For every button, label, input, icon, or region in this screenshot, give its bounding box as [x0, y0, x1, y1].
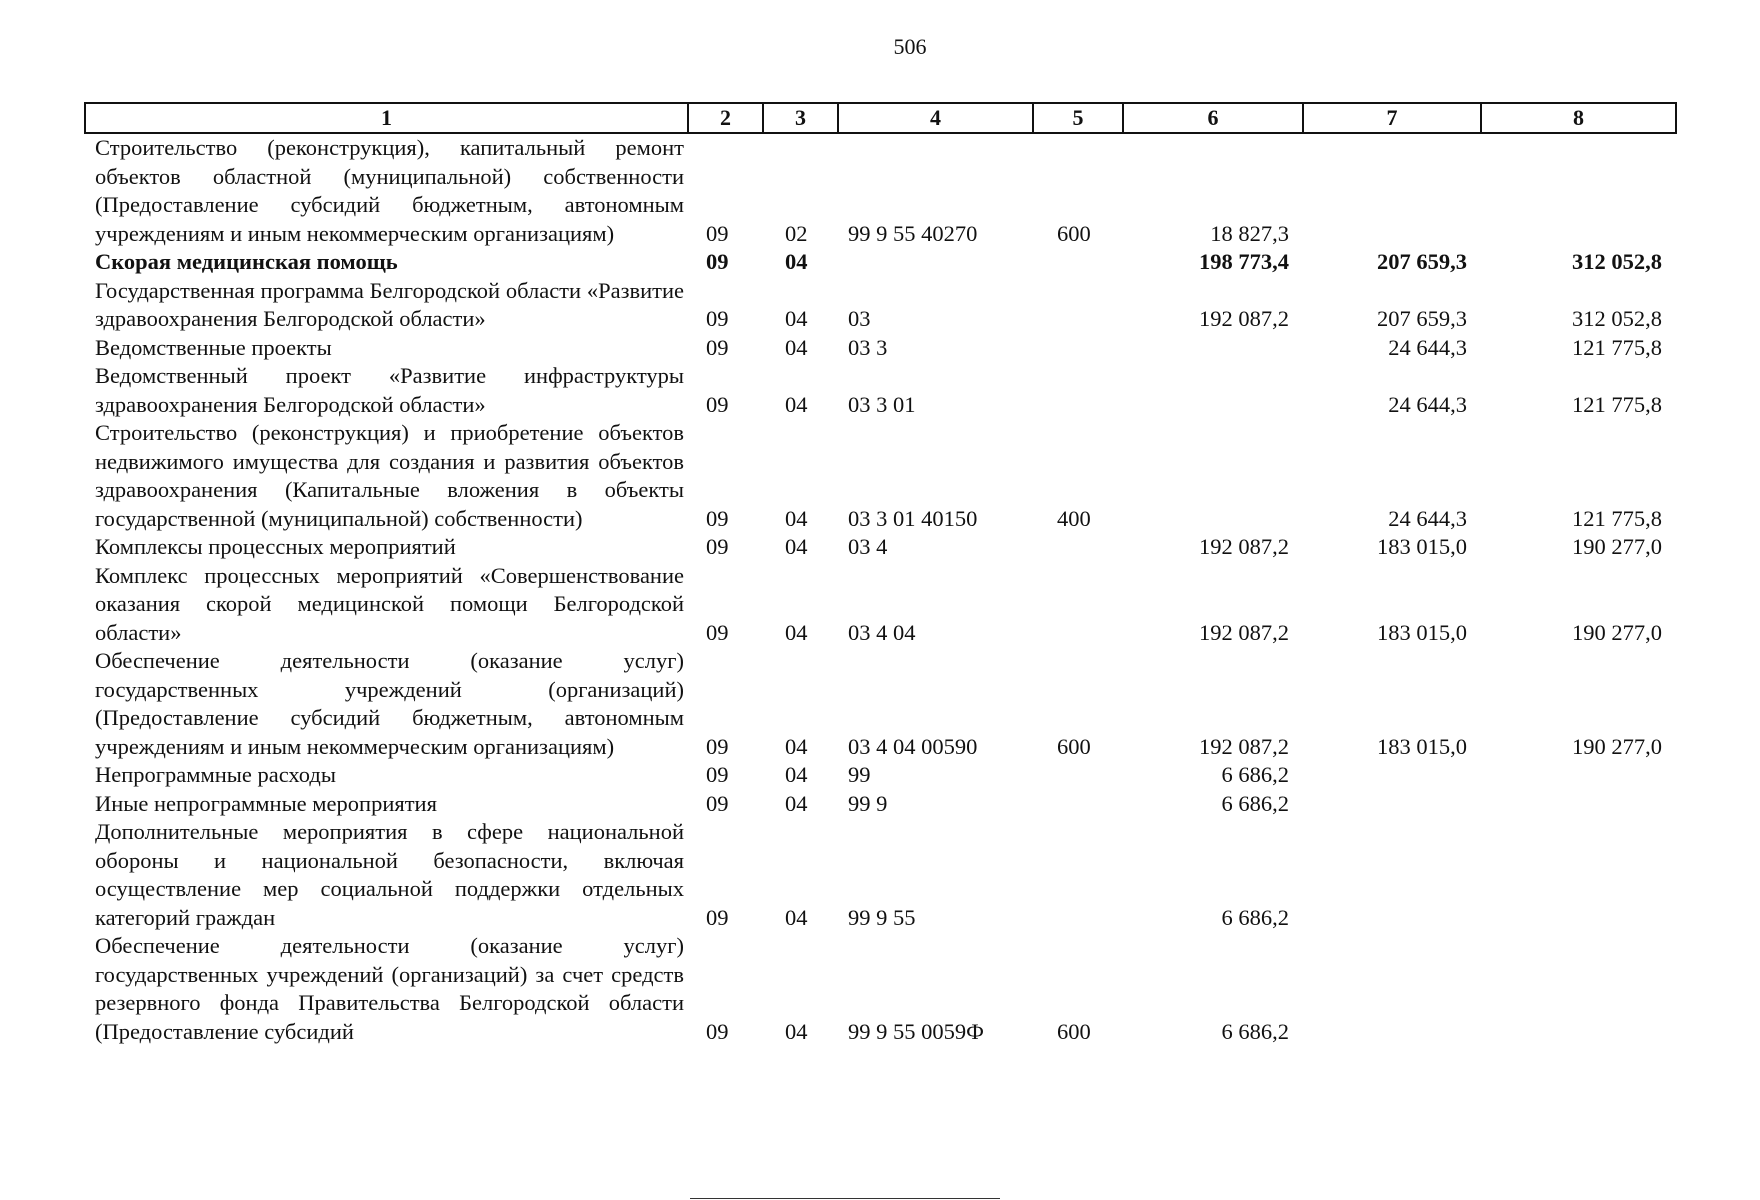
row-expense-type: [1033, 362, 1123, 419]
row-subsection-code: 04: [785, 505, 808, 531]
row-subsection-code: 02: [785, 220, 808, 246]
row-amount-1: 192 087,2: [1199, 733, 1289, 759]
row-expense-type: 600: [1057, 733, 1091, 759]
column-header-name: 1: [85, 103, 688, 133]
row-name: Скорая медицинская помощь: [95, 249, 398, 274]
row-amount-2: [1303, 761, 1481, 790]
row-name: Непрограммные расходы: [95, 762, 336, 787]
row-amount-1: [1123, 334, 1303, 363]
row-section-code: 09: [706, 505, 729, 531]
row-section-code: 09: [706, 762, 729, 787]
row-target-article: 99 9: [848, 790, 888, 816]
row-amount-3: [1481, 790, 1676, 819]
row-name: Ведомственный проект «Развитие инфраструктуры здравоохранения Белгородской области»: [95, 363, 684, 417]
row-section-code: 09: [706, 220, 729, 246]
row-amount-1: 192 087,2: [1199, 306, 1289, 331]
row-section-code: 09: [706, 904, 729, 930]
row-expense-type: [1033, 248, 1123, 277]
page-number: 506: [893, 34, 927, 59]
row-name: Обеспечение деятельности (оказание услуг) государственных учреждений (организаций) за счет средств резервного фонда Правительства Белгородской области (Предоставление субсидий: [95, 933, 684, 1044]
budget-table: [84, 102, 1677, 1046]
row-subsection-code: 04: [785, 534, 808, 559]
row-amount-2: [1303, 932, 1481, 1046]
table-row: [85, 790, 1676, 819]
row-target-article: 99: [848, 762, 871, 787]
row-amount-3: 121 775,8: [1572, 334, 1662, 360]
row-amount-3: 190 277,0: [1572, 619, 1662, 645]
footer-divider: [690, 1198, 1000, 1199]
row-amount-3: [1481, 932, 1676, 1046]
row-amount-1: 192 087,2: [1199, 534, 1289, 559]
row-subsection-code: 04: [785, 733, 808, 759]
row-section-code: 09: [706, 1018, 729, 1044]
row-amount-3: 312 052,8: [1572, 249, 1662, 274]
row-amount-2: 207 659,3: [1377, 306, 1467, 331]
row-subsection-code: 04: [785, 790, 808, 816]
row-name: Строительство (реконструкция) и приобретение объектов недвижимого имущества для создания и развития объектов здравоохранения (Капитальные вложения в объекты государственной (муниципальной) собственности): [95, 420, 684, 531]
column-header-section: 2: [688, 103, 763, 133]
row-amount-3: [1481, 818, 1676, 932]
row-target-article: 99 9 55 0059Ф: [848, 1018, 984, 1044]
row-amount-1: [1123, 419, 1303, 533]
column-header-subsection: 3: [763, 103, 838, 133]
table-row: [85, 277, 1676, 334]
table-row: [85, 362, 1676, 419]
row-amount-3: [1481, 133, 1676, 248]
row-name: Строительство (реконструкция), капитальный ремонт объектов областной (муниципальной) собственности (Предоставление субсидий бюджетным, автономным учреждениям и иным некоммерческим организациям): [95, 135, 684, 246]
table-body: [85, 133, 1676, 1046]
table-row: [85, 334, 1676, 363]
row-amount-1: 6 686,2: [1221, 762, 1289, 787]
row-amount-1: 18 827,3: [1210, 220, 1289, 246]
row-name: Комплекс процессных мероприятий «Совершенствование оказания скорой медицинской помощи Белгородской области»: [95, 562, 684, 645]
row-section-code: 09: [706, 391, 729, 417]
row-expense-type: 400: [1057, 505, 1091, 531]
row-amount-2: [1303, 818, 1481, 932]
row-amount-2: 24 644,3: [1388, 391, 1467, 417]
row-name: Обеспечение деятельности (оказание услуг) государственных учреждений (организаций) (Предоставление субсидий бюджетным, автономным учреждениям и иным некоммерческим организациям): [95, 648, 684, 759]
table-row: [85, 932, 1676, 1046]
row-amount-1: [1123, 362, 1303, 419]
row-target-article: [838, 248, 1033, 277]
row-name: Иные непрограммные мероприятия: [95, 790, 437, 816]
row-amount-1: 192 087,2: [1199, 619, 1289, 645]
row-section-code: 09: [706, 306, 729, 331]
row-target-article: 03 4: [848, 534, 888, 559]
row-amount-2: 183 015,0: [1377, 733, 1467, 759]
column-header-amount-3: 8: [1481, 103, 1676, 133]
table-row: [85, 761, 1676, 790]
row-amount-2: 207 659,3: [1377, 249, 1467, 274]
row-target-article: 03 4 04 00590: [848, 733, 978, 759]
row-target-article: 03 3 01 40150: [848, 505, 978, 531]
row-subsection-code: 04: [785, 391, 808, 417]
row-amount-2: 24 644,3: [1388, 334, 1467, 360]
row-amount-2: [1303, 133, 1481, 248]
row-amount-3: 121 775,8: [1572, 391, 1662, 417]
row-amount-3: 121 775,8: [1572, 505, 1662, 531]
row-amount-1: 198 773,4: [1199, 249, 1289, 274]
table-row: [85, 818, 1676, 932]
column-header-amount-1: 6: [1123, 103, 1303, 133]
row-target-article: 03: [848, 306, 871, 331]
row-amount-1: 6 686,2: [1221, 1018, 1289, 1044]
table-row: [85, 562, 1676, 648]
row-subsection-code: 04: [785, 762, 808, 787]
row-subsection-code: 04: [785, 306, 808, 331]
row-subsection-code: 04: [785, 904, 808, 930]
column-header-expense-type: 5: [1033, 103, 1123, 133]
table-row: [85, 133, 1676, 248]
row-expense-type: [1033, 790, 1123, 819]
table-row: [85, 533, 1676, 562]
row-amount-3: 190 277,0: [1572, 733, 1662, 759]
row-target-article: 99 9 55 40270: [848, 220, 978, 246]
row-target-article: 99 9 55: [848, 904, 916, 930]
row-target-article: 03 3 01: [848, 391, 916, 417]
row-expense-type: [1033, 533, 1123, 562]
row-amount-1: 6 686,2: [1221, 790, 1289, 816]
row-amount-1: 6 686,2: [1221, 904, 1289, 930]
row-amount-3: [1481, 761, 1676, 790]
row-section-code: 09: [706, 619, 729, 645]
row-subsection-code: 04: [785, 1018, 808, 1044]
column-header-amount-2: 7: [1303, 103, 1481, 133]
row-expense-type: 600: [1057, 220, 1091, 246]
table-row: [85, 419, 1676, 533]
row-expense-type: [1033, 818, 1123, 932]
row-name: Государственная программа Белгородской области «Развитие здравоохранения Белгородской области»: [95, 277, 684, 331]
header-row: [85, 103, 1676, 133]
table-row: [85, 248, 1676, 277]
row-section-code: 09: [706, 249, 729, 274]
row-amount-2: [1303, 790, 1481, 819]
row-amount-2: 24 644,3: [1388, 505, 1467, 531]
row-subsection-code: 04: [785, 249, 808, 274]
row-section-code: 09: [706, 790, 729, 816]
row-amount-2: 183 015,0: [1377, 619, 1467, 645]
column-header-target-article: 4: [838, 103, 1033, 133]
row-subsection-code: 04: [785, 619, 808, 645]
row-section-code: 09: [706, 733, 729, 759]
row-section-code: 09: [706, 534, 729, 559]
row-name: Ведомственные проекты: [95, 334, 332, 360]
row-amount-3: 312 052,8: [1572, 306, 1662, 331]
row-expense-type: [1033, 761, 1123, 790]
row-name: Комплексы процессных мероприятий: [95, 534, 456, 559]
row-target-article: 03 3: [848, 334, 888, 360]
row-name: Дополнительные мероприятия в сфере национальной обороны и национальной безопасности, включая осуществление мер социальной поддержки отдельных категорий граждан: [95, 819, 684, 930]
row-amount-3: 190 277,0: [1572, 534, 1662, 559]
row-expense-type: 600: [1057, 1018, 1091, 1044]
row-expense-type: [1033, 562, 1123, 648]
row-expense-type: [1033, 334, 1123, 363]
row-subsection-code: 04: [785, 334, 808, 360]
table-row: [85, 647, 1676, 761]
row-expense-type: [1033, 277, 1123, 334]
row-section-code: 09: [706, 334, 729, 360]
row-amount-2: 183 015,0: [1377, 534, 1467, 559]
row-target-article: 03 4 04: [848, 619, 916, 645]
